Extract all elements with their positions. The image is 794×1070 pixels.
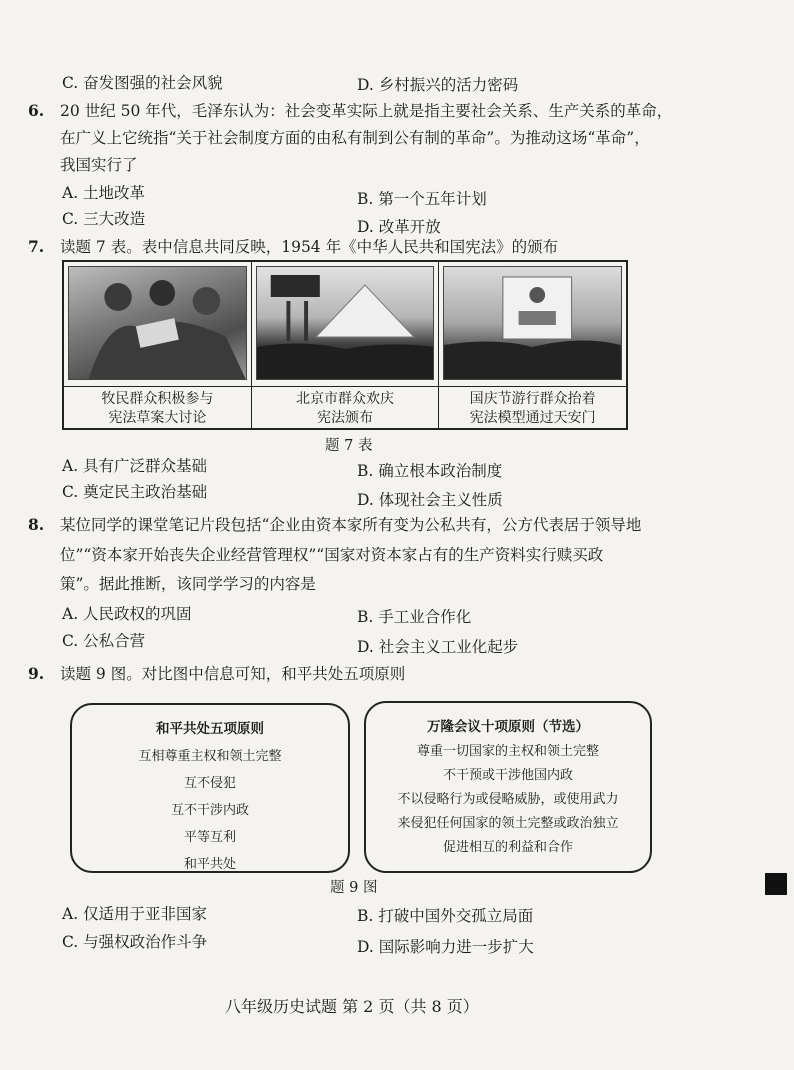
scan-registration-mark xyxy=(765,873,787,895)
q7-caption-herdsmen: 牧民群众积极参与 宪法草案大讨论 xyxy=(64,386,251,428)
q5-option-c: C. 奋发图强的社会风貌 xyxy=(62,74,223,92)
q8-option-a: A. 人民政权的巩固 xyxy=(62,605,192,623)
q7-option-c: C. 奠定民主政治基础 xyxy=(62,483,208,501)
q8-number: 8. xyxy=(28,515,45,534)
q9-box2-row: 促进相互的利益和合作 xyxy=(442,840,573,855)
q9-box2-row: 来侵犯任何国家的领土完整或政治独立 xyxy=(397,816,619,831)
q6-stem-line1: 20 世纪 50 年代，毛泽东认为：社会变革实际上就是指主要社会关系、生产关系的革命， xyxy=(60,102,673,120)
q9-figure-caption: 题 9 图 xyxy=(330,880,378,896)
q9-box1-row: 平等互利 xyxy=(183,830,236,845)
q6-stem-line3: 我国实行了 xyxy=(60,156,138,174)
q6-option-a: A. 土地改革 xyxy=(62,184,146,202)
q9-option-d: D. 国际影响力进一步扩大 xyxy=(357,938,534,956)
q7-number: 7. xyxy=(28,237,45,256)
q9-stem: 读题 9 图。对比图中信息可知，和平共处五项原则 xyxy=(60,665,406,683)
q7-cell-beijing xyxy=(252,262,440,428)
q7-photo-parade xyxy=(443,266,622,380)
q5-option-d: D. 乡村振兴的活力密码 xyxy=(357,76,519,94)
q7-option-d: D. 体现社会主义性质 xyxy=(357,491,503,509)
q6-option-d: D. 改革开放 xyxy=(357,218,441,236)
q9-option-b: B. 打破中国外交孤立局面 xyxy=(357,907,534,925)
q7-cell-parade xyxy=(439,262,626,428)
q7-photo-herdsmen xyxy=(68,266,247,380)
q9-box2-row: 不干预或干涉他国内政 xyxy=(442,768,573,783)
q8-option-b: B. 手工业合作化 xyxy=(357,608,472,626)
q9-box1-title: 和平共处五项原则 xyxy=(156,721,264,737)
q6-number: 6. xyxy=(28,101,45,120)
q6-option-b: B. 第一个五年计划 xyxy=(357,190,487,208)
q8-stem-line3: 策”。据此推断，该同学学习的内容是 xyxy=(60,575,316,593)
q6-option-c: C. 三大改造 xyxy=(62,210,146,228)
q9-box1-row: 和平共处 xyxy=(183,857,236,872)
q9-box1-row: 互相尊重主权和领土完整 xyxy=(138,749,282,764)
q9-number: 9. xyxy=(28,664,45,683)
q7-option-b: B. 确立根本政治制度 xyxy=(357,462,503,480)
q9-box2-row: 尊重一切国家的主权和领土完整 xyxy=(416,744,599,759)
q9-box1-row: 互不侵犯 xyxy=(183,776,236,791)
q9-box-bandung-principles xyxy=(364,701,652,873)
q9-box1-row: 互不干涉内政 xyxy=(170,803,249,818)
q7-option-a: A. 具有广泛群众基础 xyxy=(62,457,208,475)
q7-photo-beijing xyxy=(256,266,435,380)
q9-option-a: A. 仅适用于亚非国家 xyxy=(62,905,208,923)
q7-stem: 读题 7 表。表中信息共同反映，1954 年《中华人民共和国宪法》的颁布 xyxy=(60,238,559,256)
q7-caption-parade: 国庆节游行群众抬着 宪法模型通过天安门 xyxy=(439,386,626,428)
q7-caption-beijing: 北京市群众欢庆 宪法颁布 xyxy=(252,386,439,428)
q8-stem-line1: 某位同学的课堂笔记片段包括“企业由资本家所有变为公私共有，公方代表居于领导地 xyxy=(60,516,642,534)
page-footer: 八年级历史试题 第 2 页（共 8 页） xyxy=(225,997,479,1016)
q8-option-c: C. 公私合营 xyxy=(62,632,146,650)
q7-table-caption: 题 7 表 xyxy=(325,438,373,454)
q9-box2-row: 不以侵略行为或侵略威胁，或使用武力 xyxy=(397,792,619,807)
q9-box2-title: 万隆会议十项原则（节选） xyxy=(427,719,589,735)
q6-stem-line2: 在广义上它统指“关于社会制度方面的由私有制到公有制的革命”。为推动这场“革命”， xyxy=(60,129,650,147)
q9-option-c: C. 与强权政治作斗争 xyxy=(62,933,208,951)
q7-cell-herdsmen xyxy=(64,262,252,428)
q8-stem-line2: 位”“资本家开始丧失企业经营管理权”“国家对资本家占有的生产资料实行赎买政 xyxy=(60,546,604,564)
q7-photo-table xyxy=(62,260,628,430)
q9-box-five-principles xyxy=(70,703,350,873)
q8-option-d: D. 社会主义工业化起步 xyxy=(357,638,519,656)
